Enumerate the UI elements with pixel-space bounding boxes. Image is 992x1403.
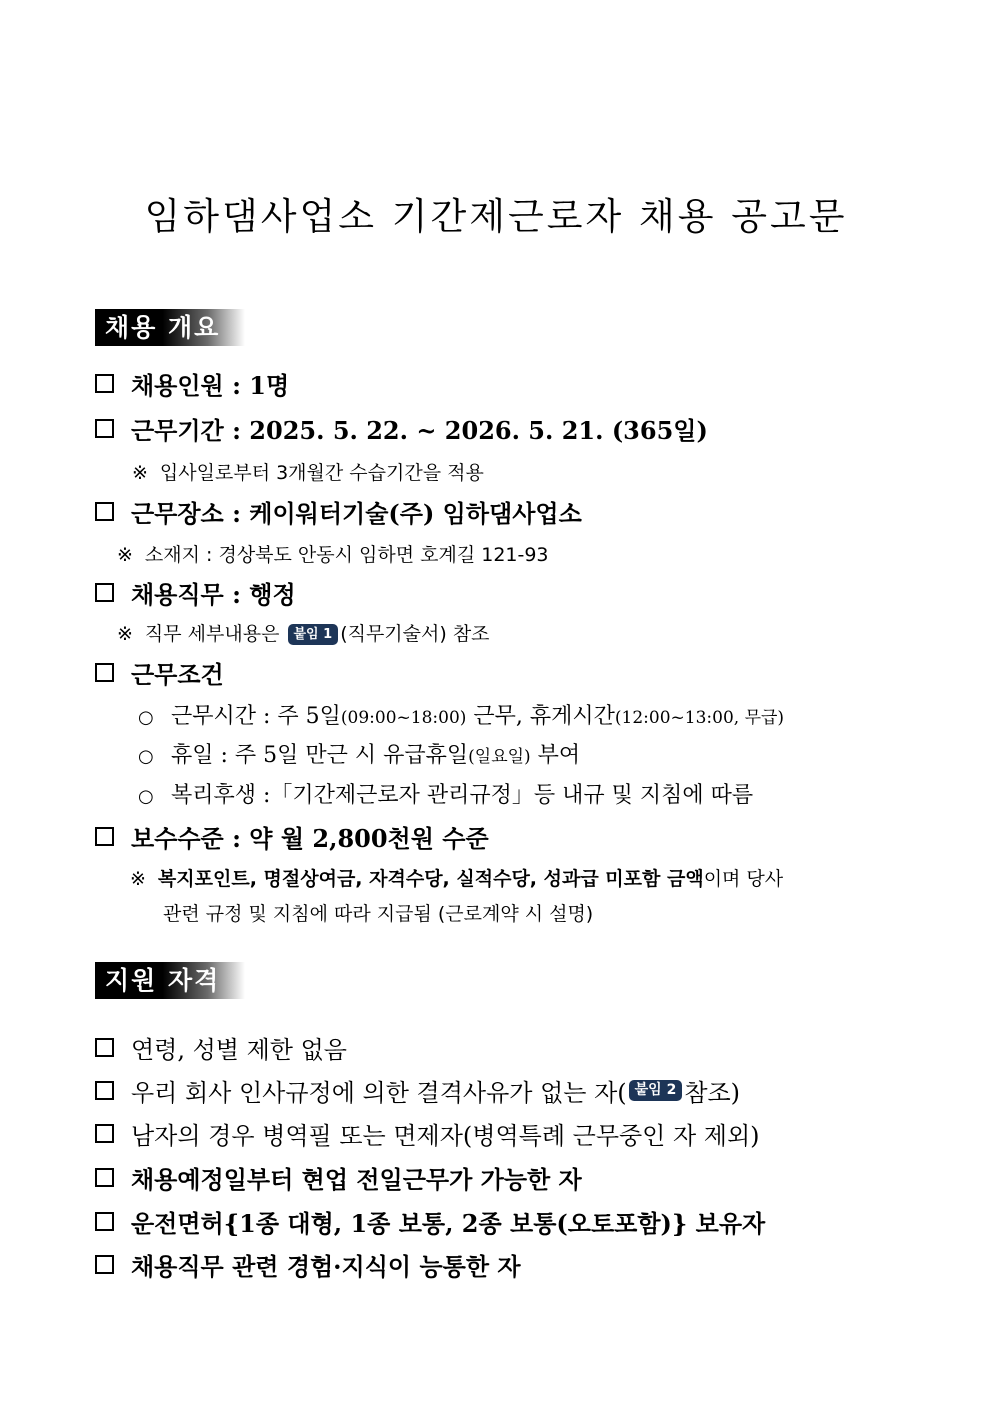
checkbox-icon [95, 827, 114, 846]
item-period [95, 411, 708, 445]
item-text: 운전면허{1종 대형, 1종 보통, 2종 보통(오토포함)} 보유자 [131, 1208, 766, 1238]
item-text: 근무조건 [131, 659, 224, 689]
condition-day: (일요일) [468, 747, 531, 767]
attachment-badge-1: 붙임 1 [288, 624, 339, 645]
qual-military [95, 1116, 760, 1150]
note-text-bold: 복지포인트, 명절상여금, 자격수당, 실적수당, 성과급 미포함 금액 [157, 868, 704, 890]
checkbox-icon [95, 583, 114, 602]
section-header-overview: 채용 개요 [95, 309, 245, 346]
item-job [95, 575, 296, 609]
note-icon: ※ [117, 544, 133, 566]
item-headcount [95, 366, 289, 400]
qual-experience [95, 1247, 521, 1281]
checkbox-icon [95, 663, 114, 682]
bullet-icon: ○ [138, 786, 154, 807]
qual-age-gender [95, 1030, 347, 1064]
item-text: 채용인원 : 1명 [131, 370, 290, 400]
condition-text: 근무, 휴게시간 [466, 704, 615, 729]
qual-disqualification [95, 1073, 740, 1107]
note-period [132, 458, 484, 485]
item-text: 채용직무 : 행정 [131, 579, 296, 609]
item-text: 참조) [684, 1078, 741, 1107]
bullet-icon: ○ [138, 707, 154, 728]
checkbox-icon [95, 419, 114, 438]
item-text: 채용예정일부터 현업 전일근무가 가능한 자 [131, 1164, 582, 1194]
condition-text: 부여 [530, 743, 581, 768]
note-text: 직무 세부내용은 [144, 623, 280, 645]
checkbox-icon [95, 1081, 114, 1100]
page-title: 임하댐사업소 기간제근로자 채용 공고문 [144, 195, 848, 238]
note-pay-line2: 관련 규정 및 지침에 따라 지급됨 (근로계약 시 설명) [163, 903, 594, 925]
section-header-qualifications: 지원 자격 [95, 962, 245, 999]
checkbox-icon [95, 1124, 114, 1143]
condition-text: 근무시간 : 주 5일 [171, 704, 341, 729]
condition-break: (12:00~13:00, 무급) [614, 708, 785, 728]
note-text: 이며 당사 [703, 868, 784, 890]
item-text: 근무기간 : 2025. 5. 22. ~ 2026. 5. 21. (365일) [131, 415, 708, 445]
note-icon: ※ [117, 623, 133, 645]
qual-fulltime [95, 1160, 582, 1194]
checkbox-icon [95, 1168, 114, 1187]
checkbox-icon [95, 1038, 114, 1057]
item-pay [95, 819, 489, 853]
qual-license [95, 1204, 765, 1238]
note-text: 입사일로부터 3개월간 수습기간을 적용 [159, 462, 484, 484]
item-text: 우리 회사 인사규정에 의한 결격사유가 없는 자( [131, 1078, 627, 1107]
checkbox-icon [95, 1255, 114, 1274]
condition-hours [138, 699, 784, 730]
checkbox-icon [95, 1212, 114, 1231]
item-text: 채용직무 관련 경험·지식이 능통한 자 [131, 1251, 521, 1281]
condition-text: 휴일 : 주 5일 만근 시 유급휴일 [171, 743, 469, 768]
note-icon: ※ [132, 462, 148, 484]
condition-time: (09:00~18:00) [340, 708, 467, 728]
bullet-icon: ○ [138, 746, 154, 767]
item-location [95, 494, 582, 528]
checkbox-icon [95, 374, 114, 393]
note-text: (직무기술서) 참조 [340, 623, 490, 645]
item-text: 남자의 경우 병역필 또는 면제자(병역특례 근무중인 자 제외) [131, 1121, 760, 1150]
condition-text: 복리후생 :「기간제근로자 관리규정」등 내규 및 지침에 따름 [171, 783, 754, 808]
condition-welfare [138, 778, 753, 809]
note-job [117, 619, 490, 646]
item-text: 근무장소 : 케이워터기술(주) 임하댐사업소 [131, 498, 582, 528]
attachment-badge-2: 붙임 2 [629, 1080, 683, 1101]
checkbox-icon [95, 502, 114, 521]
item-conditions [95, 655, 224, 689]
condition-holiday [138, 738, 580, 769]
note-pay [130, 864, 783, 891]
item-text: 연령, 성별 제한 없음 [131, 1035, 347, 1064]
note-text: 소재지 : 경상북도 안동시 임하면 호계길 121-93 [144, 544, 549, 566]
note-icon: ※ [130, 868, 146, 890]
item-text: 보수수준 : 약 월 2,800천원 수준 [131, 823, 489, 853]
note-location [117, 540, 549, 567]
